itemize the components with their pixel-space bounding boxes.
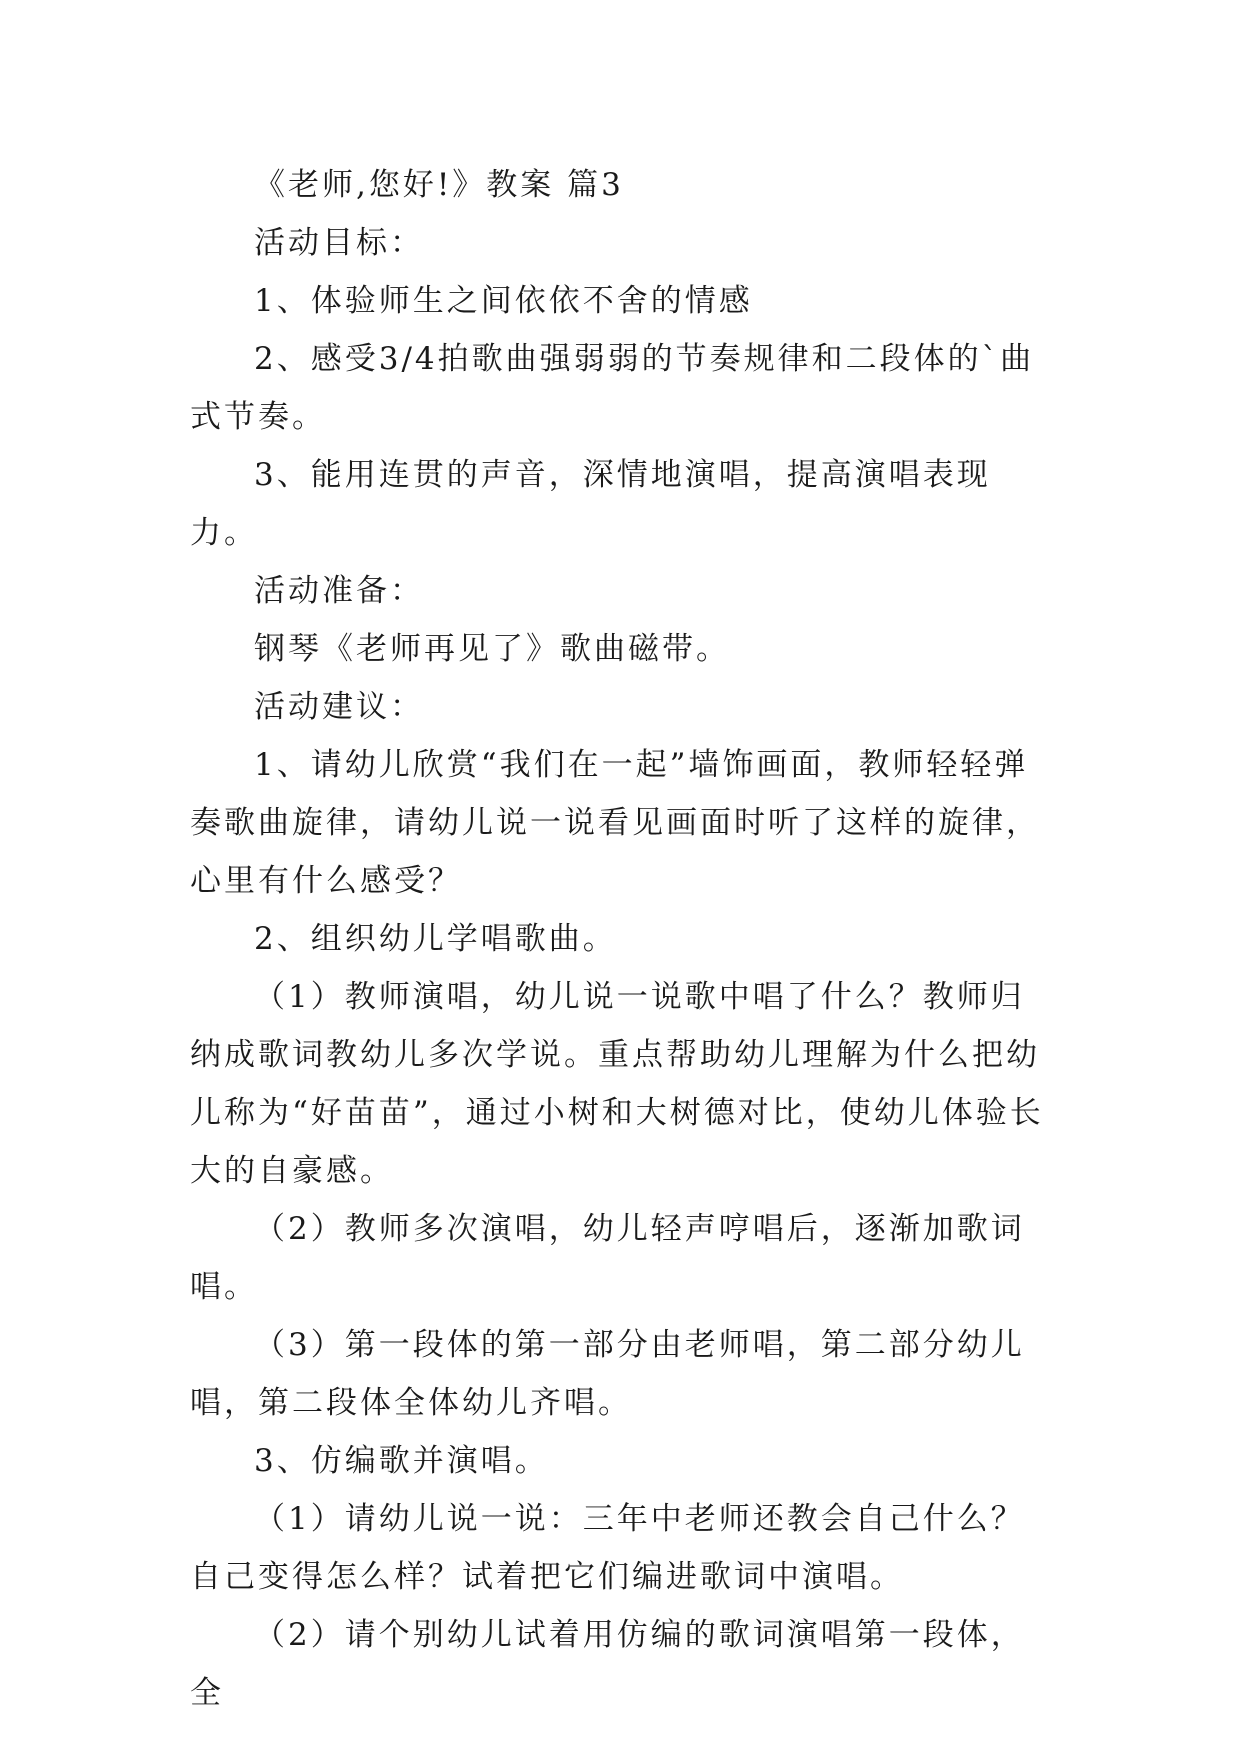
document-title: 《老师,您好!》教案 篇3 <box>254 167 624 203</box>
suggestion-item-2: 2、组织幼儿学唱歌曲。 <box>254 921 617 957</box>
suggestion-item-1: 1、请幼儿欣赏“我们在一起”墙饰画面，教师轻轻弹奏歌曲旋律，请幼儿说一说看见画面时听了这样的旋律，心里有什么感受？ <box>190 747 1040 899</box>
document-page <box>190 156 1050 1722</box>
goal-item-1: 1、体验师生之间依依不舍的情感 <box>254 283 753 319</box>
sub-step-3-2: （2）请个别幼儿试着用仿编的歌词演唱第一段体，全 <box>190 1617 1025 1711</box>
sub-step-2-1: （1）教师演唱，幼儿说一说歌中唱了什么？教师归纳成歌词教幼儿多次学说。重点帮助幼儿理解为什么把幼儿称为“好苗苗”，通过小树和大树德对比，使幼儿体验长大的自豪感。 <box>190 979 1044 1189</box>
heading-activity-suggestions: 活动建议： <box>254 689 424 725</box>
sub-step-2-3: （3）第一段体的第一部分由老师唱，第二部分幼儿唱，第二段体全体幼儿齐唱。 <box>190 1327 1025 1421</box>
sub-step-2-2: （2）教师多次演唱，幼儿轻声哼唱后，逐渐加歌词唱。 <box>190 1211 1025 1305</box>
heading-activity-goals: 活动目标： <box>254 225 424 261</box>
preparation-text: 钢琴《老师再见了》歌曲磁带。 <box>254 631 730 667</box>
goal-item-2: 2、感受3/4拍歌曲强弱弱的节奏规律和二段体的`曲式节奏。 <box>190 341 1035 435</box>
suggestion-item-3: 3、仿编歌并演唱。 <box>254 1443 549 1479</box>
goal-item-3: 3、能用连贯的声音，深情地演唱，提高演唱表现力。 <box>190 457 991 551</box>
sub-step-3-1: （1）请幼儿说一说：三年中老师还教会自己什么？自己变得怎么样？试着把它们编进歌词中演唱。 <box>190 1501 1025 1595</box>
heading-activity-preparation: 活动准备： <box>254 573 424 609</box>
